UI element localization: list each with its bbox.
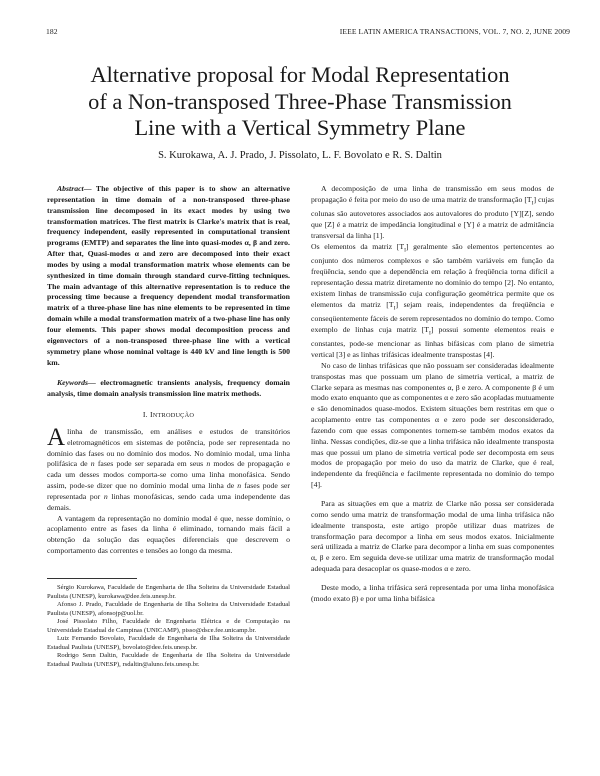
body-text: ] possui somente elementos reais e constantes, pode-se mencionar as linhas bifásicas com plano de simetria vertical [3] e as linhas trifásicas idealmente transpostas [4]. bbox=[311, 324, 554, 359]
keywords-text: — electromagnetic transients analysis, frequency domain analysis, time domain analysis transmission line matrix methods. bbox=[47, 378, 290, 399]
section-heading-introduction bbox=[47, 410, 290, 422]
intro-var: n bbox=[90, 459, 95, 469]
footnote-divider bbox=[47, 578, 137, 579]
right-paragraph-3: No caso de linhas trifásicas que não possuam ser consideradas idealmente transpostas mas que possuam um plano de simetria vertical, a matriz de Clarke separa as mesmas nas componentes α, β e zero. A componente β é um modo exato enquanto que as componentes α e zero são acopladas mutuamente e são denominados quase-modos. Existem situações bem restritas em que o acoplamento entre tas componentes α e zero pode ser desconsiderado, fazendo com que essas componentes tornem-se também modos exatos da linha. Nessas condições, diz-se que a linha trifásica não idealmente transposta mas que possui um plano de simetria vertical pode ser decomposta em seus modos de propagação por meio do uso da matriz de Clarke, que é real, independente da freqüência e facilmente representada no domínio do tempo [4]. bbox=[311, 360, 554, 490]
section-title-first: I bbox=[149, 410, 153, 420]
body-text: ] cujas colunas são autovetores associados aos autovalores do produto [Y][Z], sendo que [Z] é a matriz de impedância longitudinal e [Y] é a matriz de admitância transversal da linha [1]. bbox=[311, 194, 555, 240]
body-text: Os elementos da matriz [T bbox=[311, 241, 405, 251]
intro-text: fases pode ser representada por bbox=[47, 481, 290, 501]
intro-var: n bbox=[103, 491, 108, 501]
intro-var: n bbox=[237, 481, 242, 491]
title-line-1: Alternative proposal for Modal Representation bbox=[90, 62, 510, 87]
title-line-3: Line with a Vertical Symmetry Plane bbox=[134, 115, 466, 140]
body-text: A decomposição de uma linha de transmissão em seus modos de propagação é feita por meio do uso de uma matriz de transformação [T bbox=[311, 184, 554, 204]
footnotes bbox=[47, 584, 290, 669]
body-text: ] geralmente são elementos pertencentes ao conjunto dos números complexos e são também variáveis em função da freqüência, sendo que a dependência em relação à freqüência torna difícil a representação dessa matriz diretamente no domínio do tempo [2]. No entanto, existem linhas de transmissão cuja configuração geométrica permite que os elementos da matriz [T bbox=[311, 241, 554, 309]
intro-var: n bbox=[206, 459, 211, 469]
right-paragraph-2 bbox=[311, 242, 554, 361]
title-line-2: of a Non-transposed Three-Phase Transmission bbox=[88, 88, 512, 114]
footnote-2: Afonso J. Prado, Faculdade de Engenharia de Ilha Solteira da Universidade Estadual Paulista (UNESP), afonsojp@uol.br. bbox=[47, 601, 290, 617]
right-paragraph-1 bbox=[311, 184, 554, 242]
subscript: I bbox=[393, 305, 396, 312]
footnote-1: Sérgio Kurokawa, Faculdade de Engenharia de Ilha Solteira da Universidade Estadual Paulista (UNESP), kurokawa@dee.feis.unesp.br. bbox=[47, 584, 290, 600]
right-column bbox=[311, 184, 554, 605]
right-paragraph-4: Para as situações em que a matriz de Clarke não possa ser considerada como sendo uma matriz de transformação modal de uma linha trifásica não idealmente transposta, este artigo propõe utilizar duas matrizes de transformação para decompor a linha em seus modos exatos. Inicialmente será utilizada a matriz de Clarke para decompor a linha em suas componentes α, β e zero. Em seguida deve-se utilizar uma matriz de transformação modal adequada para desacoplar os quase-modos α e zero. bbox=[311, 498, 554, 574]
footnote-4: Luiz Fernando Bovolato, Faculdade de Engenharia de Ilha Solteira da Universidade Estadual Paulista (UNESP), bovolato@dee.feis.unesp.br. bbox=[47, 635, 290, 651]
subscript: I bbox=[404, 247, 406, 254]
subscript: I bbox=[428, 330, 431, 337]
intro-text: linha de transmissão, em análises e estudos de transitórios eletromagnéticos em sistemas de potência, pode ser representada no domínio das fases ou no domínio dos modos. No domínio modal, uma linha polifásica de bbox=[47, 426, 290, 469]
footnote-5: Rodrigo Senn Daltin, Faculdade de Engenharia de Ilha Solteira da Universidade Estadual Paulista (UNESP), rsdaltin@aluno.feis.unesp.br. bbox=[47, 652, 290, 668]
abstract bbox=[47, 184, 290, 368]
right-paragraph-5: Deste modo, a linha trifásica será representada por uma linha monofásica (modo exato β) e por uma linha bifásica bbox=[311, 582, 554, 603]
left-column bbox=[47, 184, 290, 557]
drop-cap: A bbox=[47, 423, 66, 451]
intro-paragraph-1 bbox=[47, 423, 291, 514]
page-number: 182 bbox=[46, 27, 58, 36]
intro-text: fases pode ser separada em seus bbox=[94, 459, 207, 469]
body-text: ] sejam reais, independentes da freqüência e conseqüentemente fáceis de serem representados no domínio do tempo. Como exemplo de linhas cuja matriz [T bbox=[311, 299, 554, 334]
section-number: I. bbox=[142, 410, 148, 420]
keywords-label: Keywords bbox=[57, 378, 88, 388]
intro-text: linhas monofásicas, sendo cada uma independente das demais. bbox=[47, 491, 290, 512]
keywords bbox=[47, 378, 290, 400]
intro-text: modos de propagação e cada um desses modos comporta-se como uma linha monofásica. Sendo assim, pode-se dizer que no domínio modal uma linha de bbox=[47, 459, 291, 491]
section-title-rest: NTRODUÇÃO bbox=[152, 412, 195, 420]
subscript: I bbox=[531, 200, 534, 207]
intro-paragraph-2: A vantagem da representação no domínio modal é que, nesse domínio, o acoplamento entre as fases da linha é eliminado, tornando mais fácil a obtenção da solução das equações diferenciais que descrevem o comportamento das correntes e tensões ao longo da mesma. bbox=[47, 513, 290, 556]
abstract-label: Abstract bbox=[57, 184, 84, 193]
footnote-3: José Pissolato Filho, Faculdade de Engenharia Elétrica e de Computação na Universidade Estadual de Campinas (UNICAMP), pisso@dsce.fee.unicamp.br. bbox=[47, 618, 290, 634]
author-list: S. Kurokawa, A. J. Prado, J. Pissolato, L. F. Bovolato e R. S. Daltin bbox=[158, 150, 442, 161]
journal-name: IEEE LATIN AMERICA TRANSACTIONS, VOL. 7, NO. 2, JUNE 2009 bbox=[339, 27, 570, 36]
paper-title bbox=[40, 62, 560, 142]
abstract-text: — The objective of this paper is to show an alternative representation in time domain of a non-transposed three-phase transmission line decomposed in its exact modes by using two transformation matrices. The first matrix is Clarke's matrix that is real, frequency independent, easily represented in computational transient programs (EMTP) and separates the line into quasi-modes α, β and zero. After that, Quasi-modes α and zero are decomposed into their exact modes by using a modal transformation matrix whose elements can be synthesized in time domain through standard curve-fitting techniques. The main advantage of this alternative representation is to reduce the processing time because a frequency dependent modal transformation matrix of a three-phase line has nine elements to be represented in time domain while a modal transformation matrix of a two-phase line has only four elements. This paper shows modal decomposition process and eigenvectors of a non-transposed three-phase line with a vertical symmetry plane whose nominal voltage is 440 kV and line length is 500 km. bbox=[47, 184, 290, 367]
